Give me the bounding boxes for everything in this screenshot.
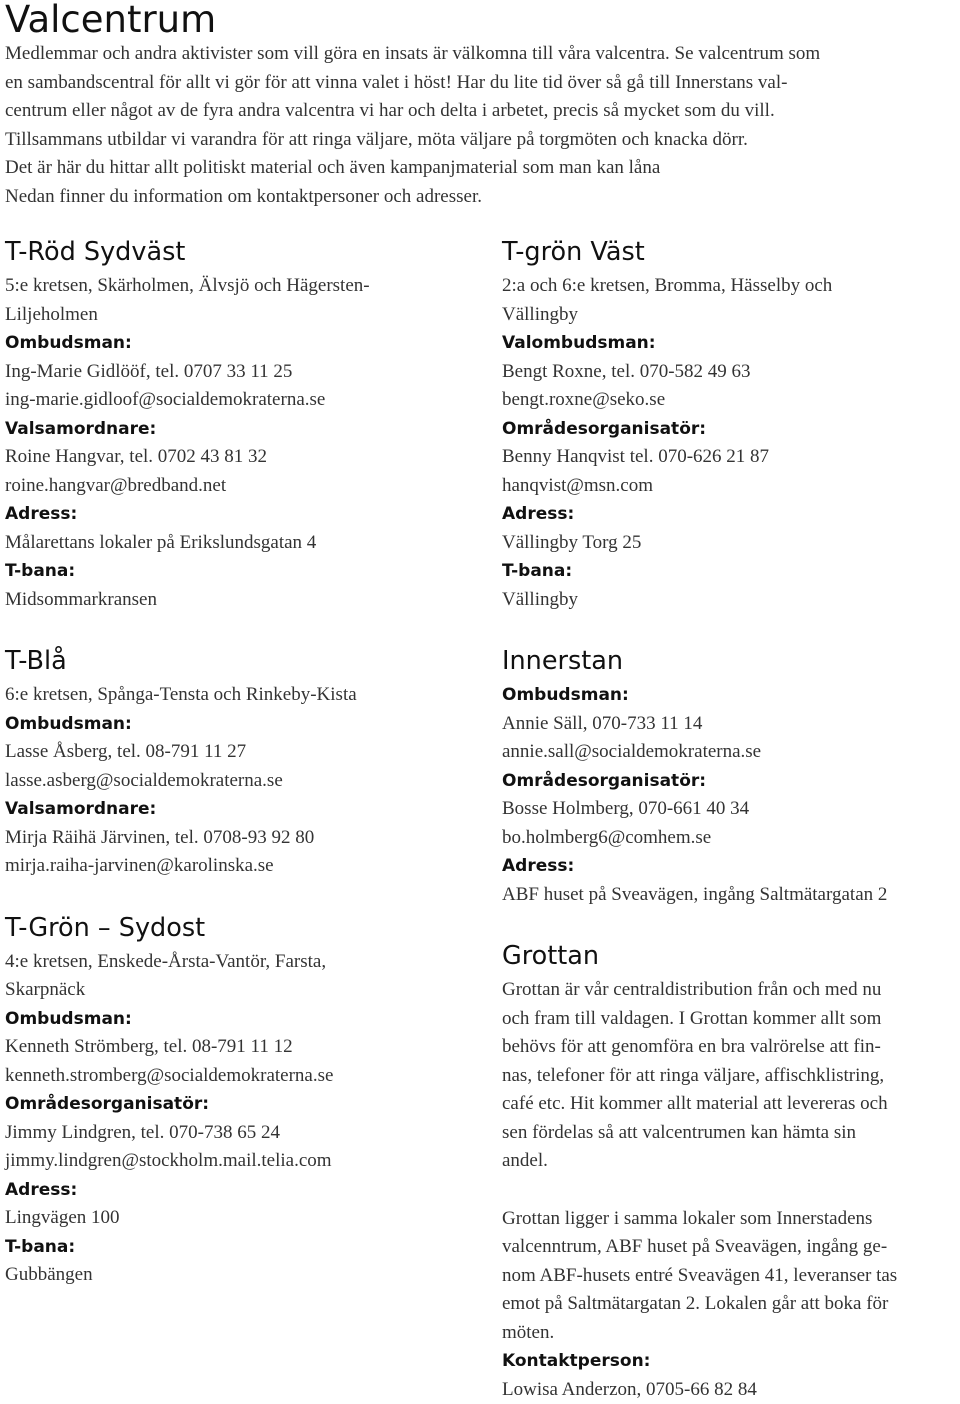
tbana-station: Vällingby [502,586,960,615]
valombudsman-contact: Bengt Roxne, tel. 070-582 49 63 [502,358,960,387]
ombudsman-contact: Ing-Marie Gidlööf, tel. 0707 33 11 25 [5,358,485,387]
district-description: 5:e kretsen, Skärholmen, Älvsjö och Hägersten- [5,272,485,301]
omradesorganisator-label: Områdesorganisatör: [5,1090,485,1119]
section-t-rod-sydvast [5,232,485,614]
address-label: Adress: [5,500,485,529]
ombudsman-label: Ombudsman: [502,681,960,710]
valsamordnare-label: Valsamordnare: [5,795,485,824]
ombudsman-contact: Lasse Åsberg, tel. 08-791 11 27 [5,738,485,767]
ombudsman-contact: Annie Säll, 070-733 11 14 [502,710,960,739]
section-heading: T-grön Väst [502,232,960,272]
grottan-paragraph-line: behövs för att genomföra en bra valrörelse att fin- [502,1033,960,1062]
address: Vällingby Torg 25 [502,529,960,558]
intro-line: Medlemmar och andra aktivister som vill göra en insats är välkomna till våra valcentra. Se valcentrum som [5,40,955,69]
omradesorganisator-contact: Bosse Holmberg, 070-661 40 34 [502,795,960,824]
ombudsman-label: Ombudsman: [5,710,485,739]
district-description: 2:a och 6:e kretsen, Bromma, Hässelby och [502,272,960,301]
section-heading: T-Röd Sydväst [5,232,485,272]
valsamordnare-email: mirja.raiha-jarvinen@karolinska.se [5,852,485,881]
tbana-station: Gubbängen [5,1261,485,1290]
grottan-paragraph-line: emot på Saltmätargatan 2. Lokalen går att boka för [502,1290,960,1319]
district-description: Skarpnäck [5,976,485,1005]
address-label: Adress: [502,852,960,881]
section-innerstan [502,641,960,909]
section-heading: Innerstan [502,641,960,681]
section-heading: Grottan [502,936,960,976]
ombudsman-label: Ombudsman: [5,329,485,358]
omradesorganisator-contact: Jimmy Lindgren, tel. 070-738 65 24 [5,1119,485,1148]
grottan-paragraph-line: och fram till valdagen. I Grottan kommer allt som [502,1005,960,1034]
intro-line: Nedan finner du information om kontaktpersoner och adresser. [5,183,955,212]
intro-text [5,40,955,211]
grottan-paragraph-line: möten. [502,1319,960,1348]
left-column [5,232,485,1290]
grottan-paragraph-line: sen fördelas så att valcentrumen kan hämta sin [502,1119,960,1148]
address: ABF huset på Sveavägen, ingång Saltmätargatan 2 [502,881,960,910]
intro-line: en sambandscentral för allt vi gör för att vinna valet i höst! Har du lite tid över så gå till Innerstans val- [5,69,955,98]
grottan-paragraph-line: nom ABF-husets entré Sveavägen 41, leveranser tas [502,1262,960,1291]
valombudsman-email: bengt.roxne@seko.se [502,386,960,415]
contact-person-label: Kontaktperson: [502,1347,960,1376]
ombudsman-label: Ombudsman: [5,1005,485,1034]
district-description: 6:e kretsen, Spånga-Tensta och Rinkeby-Kista [5,681,485,710]
grottan-paragraph-line: valcenntrum, ABF huset på Sveavägen, ingång ge- [502,1233,960,1262]
intro-line: centrum eller något av de fyra andra valcentra vi har och delta i arbetet, precis så mycket som du vill. [5,97,955,126]
intro-line: Tillsammans utbildar vi varandra för att ringa väljare, möta väljare på torgmöten och knacka dörr. [5,126,955,155]
section-t-bla [5,641,485,881]
district-description: 4:e kretsen, Enskede-Årsta-Vantör, Farsta, [5,948,485,977]
district-description: Liljeholmen [5,301,485,330]
right-column [502,232,960,1404]
valombudsman-label: Valombudsman: [502,329,960,358]
grottan-paragraph-line: café etc. Hit kommer allt material att levereras och [502,1090,960,1119]
address: Målarettans lokaler på Erikslundsgatan 4 [5,529,485,558]
section-t-gron-sydost [5,908,485,1290]
page-title: Valcentrum [5,0,216,44]
grottan-paragraph-line: Grottan är vår centraldistribution från och med nu [502,976,960,1005]
address: Lingvägen 100 [5,1204,485,1233]
address-label: Adress: [5,1176,485,1205]
intro-line: Det är här du hittar allt politiskt material och även kampanjmaterial som man kan låna [5,154,955,183]
ombudsman-email: lasse.asberg@socialdemokraterna.se [5,767,485,796]
valsamordnare-contact: Mirja Räihä Järvinen, tel. 0708-93 92 80 [5,824,485,853]
district-description: Vällingby [502,301,960,330]
omradesorganisator-email: jimmy.lindgren@stockholm.mail.telia.com [5,1147,485,1176]
section-heading: T-Grön – Sydost [5,908,485,948]
grottan-paragraph-line: nas, telefoner för att ringa väljare, affischklistring, [502,1062,960,1091]
ombudsman-email: kenneth.stromberg@socialdemokraterna.se [5,1062,485,1091]
tbana-label: T-bana: [502,557,960,586]
section-heading: T-Blå [5,641,485,681]
valsamordnare-contact: Roine Hangvar, tel. 0702 43 81 32 [5,443,485,472]
ombudsman-contact: Kenneth Strömberg, tel. 08-791 11 12 [5,1033,485,1062]
contact-person: Lowisa Anderzon, 0705-66 82 84 [502,1376,960,1404]
omradesorganisator-label: Områdesorganisatör: [502,415,960,444]
tbana-station: Midsommarkransen [5,586,485,615]
section-t-gron-vast [502,232,960,614]
valsamordnare-label: Valsamordnare: [5,415,485,444]
ombudsman-email: annie.sall@socialdemokraterna.se [502,738,960,767]
omradesorganisator-label: Områdesorganisatör: [502,767,960,796]
section-grottan [502,936,960,1404]
tbana-label: T-bana: [5,557,485,586]
address-label: Adress: [502,500,960,529]
valsamordnare-email: roine.hangvar@bredband.net [5,472,485,501]
ombudsman-email: ing-marie.gidloof@socialdemokraterna.se [5,386,485,415]
tbana-label: T-bana: [5,1233,485,1262]
omradesorganisator-email: hanqvist@msn.com [502,472,960,501]
grottan-paragraph-line: andel. [502,1147,960,1176]
omradesorganisator-email: bo.holmberg6@comhem.se [502,824,960,853]
grottan-paragraph-line: Grottan ligger i samma lokaler som Innerstadens [502,1205,960,1234]
omradesorganisator-contact: Benny Hanqvist tel. 070-626 21 87 [502,443,960,472]
